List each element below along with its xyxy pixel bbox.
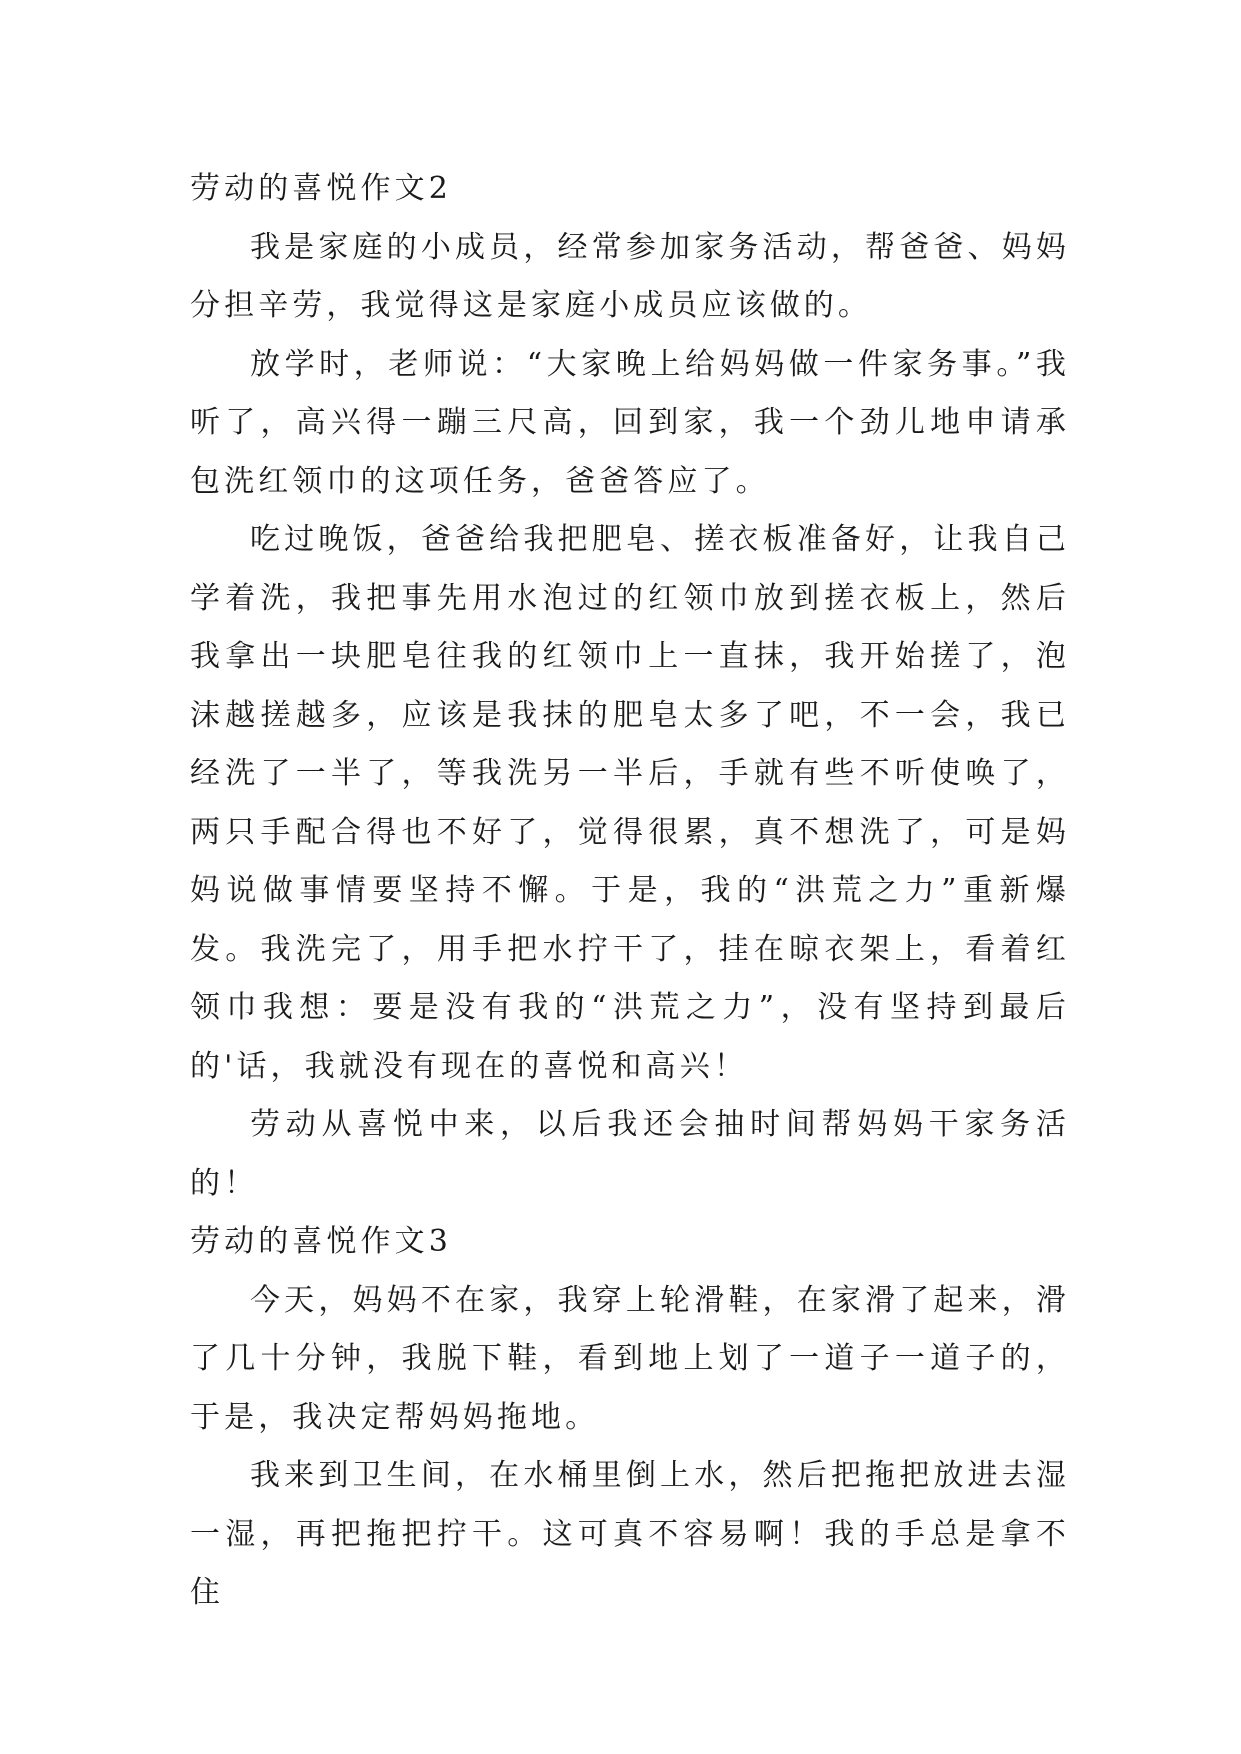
essay-3-paragraph-1: 今天，妈妈不在家，我穿上轮滑鞋，在家滑了起来，滑了几十分钟，我脱下鞋，看到地上划了一道子一道子的，于是，我决定帮妈妈拖地。 xyxy=(190,1282,1070,1435)
essay-content xyxy=(190,160,1070,1623)
essay-title-2: 劳动的喜悦作文2 xyxy=(190,171,452,206)
essay-2-paragraph-2: 放学时，老师说：“大家晚上给妈妈做一件家务事。”我听了，高兴得一蹦三尺高，回到家，我一个劲儿地申请承包洗红领巾的这项任务，爸爸答应了。 xyxy=(190,346,1070,499)
essay-3-paragraph-2: 我来到卫生间，在水桶里倒上水，然后把拖把放进去湿一湿，再把拖把拧干。这可真不容易啊！我的手总是拿不住 xyxy=(190,1458,1070,1610)
essay-2-paragraph-1: 我是家庭的小成员，经常参加家务活动，帮爸爸、妈妈分担辛劳，我觉得这是家庭小成员应该做的。 xyxy=(190,229,1070,323)
essay-2-paragraph-3: 吃过晚饭，爸爸给我把肥皂、搓衣板准备好，让我自己学着洗，我把事先用水泡过的红领巾放到搓衣板上，然后我拿出一块肥皂往我的红领巾上一直抹，我开始搓了，泡沫越搓越多，应该是我抹的肥皂太多了吧，不一会，我已经洗了一半了，等我洗另一半后，手就有些不听使唤了，两只手配合得也不好了，觉得很累，真不想洗了，可是妈妈说做事情要坚持不懈。于是，我的“洪荒之力”重新爆发。我洗完了，用手把水拧干了，挂在晾衣架上，看着红领巾我想：要是没有我的“洪荒之力”，没有坚持到最后的'话，我就没有现在的喜悦和高兴！ xyxy=(190,522,1070,1084)
essay-2-paragraph-4: 劳动从喜悦中来，以后我还会抽时间帮妈妈干家务活的！ xyxy=(190,1107,1070,1201)
essay-title-3: 劳动的喜悦作文3 xyxy=(190,1224,452,1259)
